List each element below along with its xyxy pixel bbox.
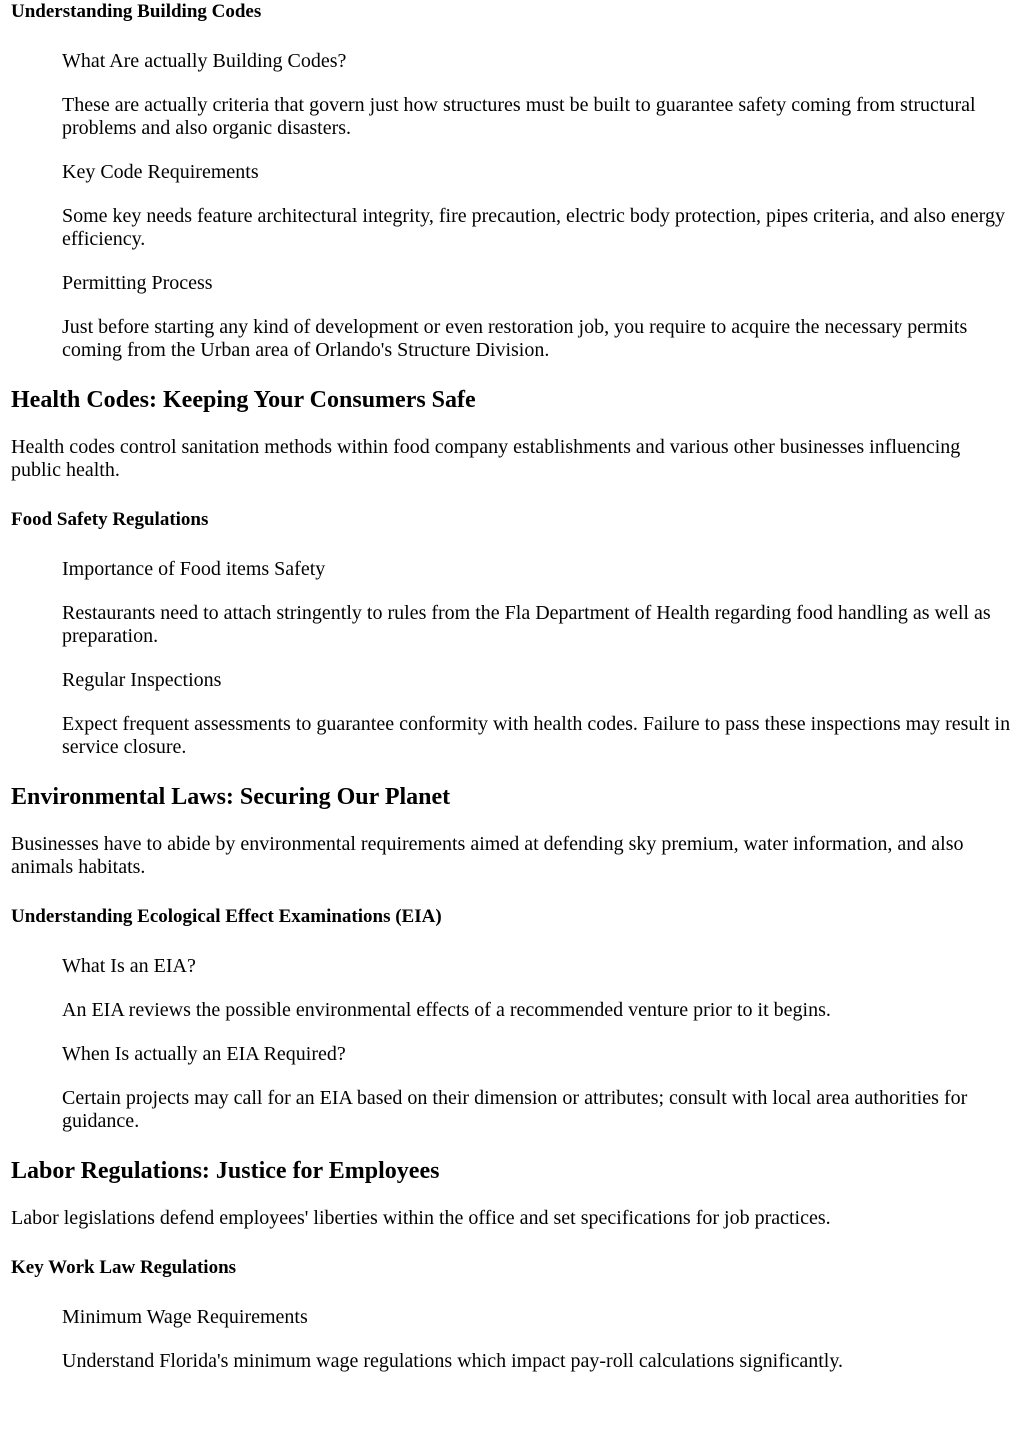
section-title-health-codes: Health Codes: Keeping Your Consumers Safe [11, 387, 476, 413]
question: Importance of Food items Safety [62, 558, 326, 580]
question: What Is an EIA? [62, 955, 196, 977]
question: Regular Inspections [62, 669, 222, 691]
section-intro: Health codes control sanitation methods within food company establishments and various other businesses influencing public health. [11, 436, 961, 481]
answer: Certain projects may call for an EIA based on their dimension or attributes; consult with local area authorities for guidance. [62, 1087, 968, 1132]
question: Permitting Process [62, 272, 213, 294]
qa-item [62, 669, 1013, 759]
answer: Restaurants need to attach stringently to rules from the Fla Department of Health regarding food handling as well as preparation. [62, 602, 991, 647]
answer: These are actually criteria that govern just how structures must be built to guarantee safety coming from structural problems and also organic disasters. [62, 94, 976, 139]
qa-item [62, 161, 1013, 251]
section-intro: Labor legislations defend employees' liberties within the office and set specifications for job practices. [11, 1207, 831, 1229]
qa-item [62, 558, 1013, 648]
qa-item [62, 955, 1013, 1022]
answer: Expect frequent assessments to guarantee conformity with health codes. Failure to pass these inspections may result in service closure. [62, 713, 1011, 758]
subheading-work-law: Key Work Law Regulations [11, 1257, 237, 1278]
section-intro: Businesses have to abide by environmental requirements aimed at defending sky premium, water information, and also animals habitats. [11, 833, 964, 878]
answer: Some key needs feature architectural integrity, fire precaution, electric body protection, pipes criteria, and also energy efficiency. [62, 205, 1005, 250]
subheading-food-safety: Food Safety Regulations [11, 509, 209, 530]
qa-item [62, 272, 1013, 362]
section-title-labor-regulations: Labor Regulations: Justice for Employees [11, 1158, 440, 1184]
answer: An EIA reviews the possible environmental effects of a recommended venture prior to it begins. [62, 999, 831, 1021]
question: When Is actually an EIA Required? [62, 1043, 346, 1065]
question: Key Code Requirements [62, 161, 259, 183]
qa-item [62, 1306, 1013, 1373]
question: What Are actually Building Codes? [62, 50, 347, 72]
subheading-eia: Understanding Ecological Effect Examinations (EIA) [11, 906, 442, 927]
article [0, 1, 1024, 1373]
question: Minimum Wage Requirements [62, 1306, 308, 1328]
answer: Just before starting any kind of development or even restoration job, you require to acquire the necessary permits coming from the Urban area of Orlando's Structure Division. [62, 316, 968, 361]
section-title-environmental-laws: Environmental Laws: Securing Our Planet [11, 784, 451, 810]
qa-item [62, 1043, 1013, 1133]
answer: Understand Florida's minimum wage regulations which impact pay-roll calculations significantly. [62, 1350, 844, 1372]
subheading-building-codes: Understanding Building Codes [11, 1, 262, 22]
qa-item [62, 50, 1013, 140]
